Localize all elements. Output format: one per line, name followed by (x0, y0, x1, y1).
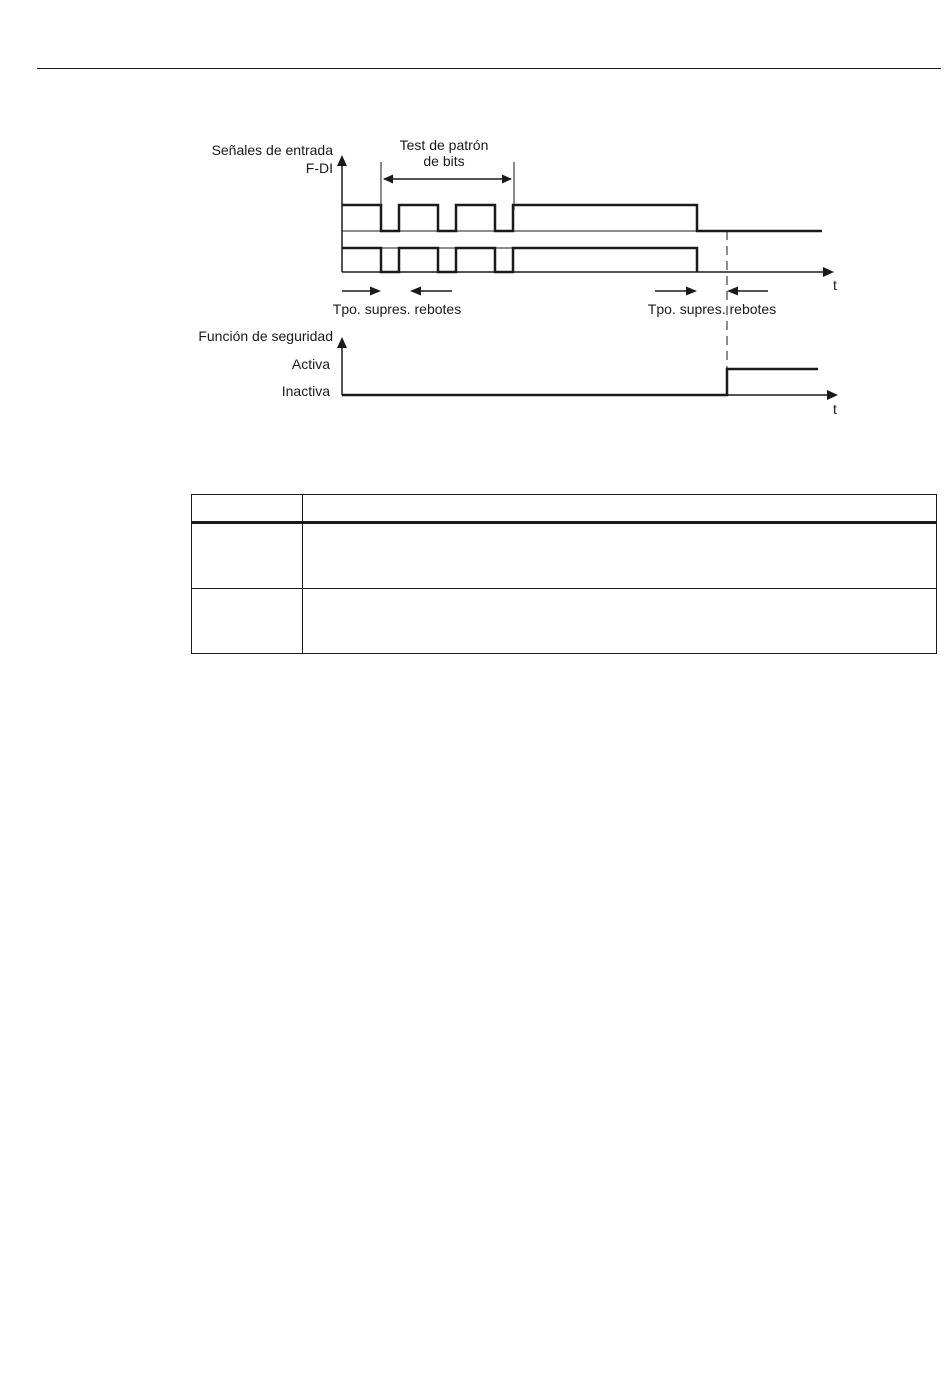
input-axis-label-line1: Señales de entrada (211, 142, 333, 158)
input-axis-label-line2: F-DI (305, 160, 333, 176)
table-cell (303, 523, 937, 589)
debounce-label-right: Tpo. supres. rebotes (647, 301, 777, 317)
table-cell (192, 589, 303, 654)
table-cell (192, 523, 303, 589)
bit-pattern-label-line1: Test de patrón (399, 137, 489, 153)
bit-pattern-arrow-right (502, 175, 512, 184)
safety-y-axis-arrow (337, 337, 347, 348)
bit-pattern-arrow-left (383, 175, 393, 184)
upper-time-axis-arrow (823, 267, 834, 277)
time-axis-lower-label: t (833, 401, 837, 417)
time-axis-upper-label: t (833, 277, 837, 293)
safety-axis-label: Función de seguridad (198, 328, 333, 344)
state-inactive-label: Inactiva (281, 383, 330, 399)
table-header-cell (192, 495, 303, 523)
input-y-axis-arrow (337, 155, 347, 166)
signal-2-waveform (342, 248, 697, 272)
signal-1-waveform (342, 205, 822, 231)
bit-pattern-label-line2: de bits (423, 153, 465, 169)
timing-diagram (0, 0, 950, 440)
state-active-label: Activa (291, 356, 330, 372)
debounce-label-left: Tpo. supres. rebotes (332, 301, 462, 317)
table-cell (303, 589, 937, 654)
table-row (192, 523, 937, 589)
lower-time-axis-arrow (827, 390, 838, 400)
safety-function-waveform (342, 369, 818, 395)
table-row (192, 589, 937, 654)
description-table (191, 494, 937, 654)
table-header-row (192, 495, 937, 523)
table-header-cell (303, 495, 937, 523)
